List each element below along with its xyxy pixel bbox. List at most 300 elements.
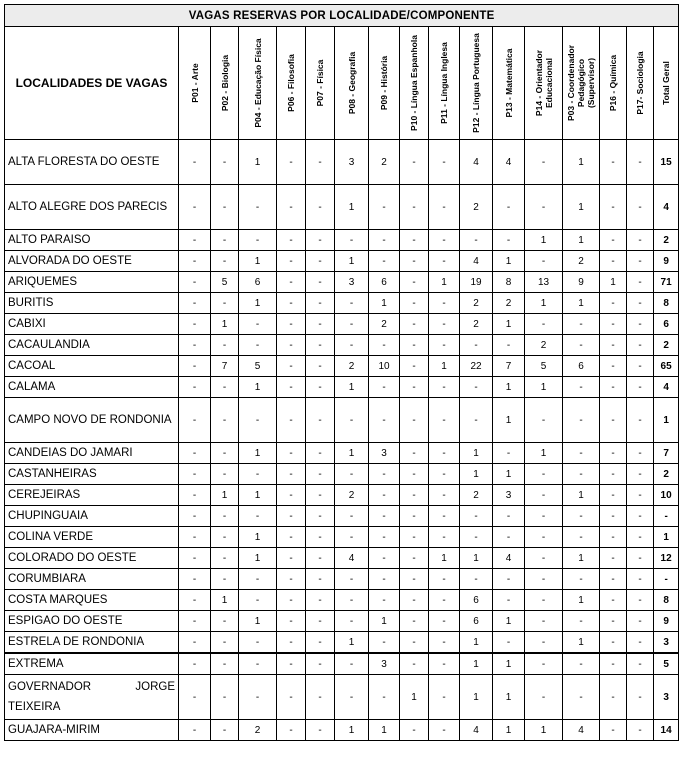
table-cell: - xyxy=(493,185,525,230)
table-cell: 4 xyxy=(493,548,525,569)
table-cell: - xyxy=(369,251,400,272)
table-cell: - xyxy=(400,506,429,527)
table-cell: - xyxy=(179,377,211,398)
table-cell: - xyxy=(400,230,429,251)
table-cell: 22 xyxy=(460,356,493,377)
table-cell: 1 xyxy=(563,293,600,314)
table-cell: 1 xyxy=(429,548,460,569)
table-cell: - xyxy=(600,569,627,590)
table-cell: - xyxy=(525,675,563,720)
table-cell: - xyxy=(211,335,239,356)
table-cell: - xyxy=(400,527,429,548)
table-cell: 1 xyxy=(460,632,493,654)
table-cell: - xyxy=(211,443,239,464)
table-cell: - xyxy=(335,506,369,527)
locality-name: BURITIS xyxy=(5,293,179,314)
table-cell: - xyxy=(306,485,335,506)
locality-name: ALTO ALEGRE DOS PARECIS xyxy=(5,185,179,230)
column-header xyxy=(211,27,239,140)
table-cell: - xyxy=(627,675,654,720)
locality-name: ARIQUEMES xyxy=(5,272,179,293)
table-cell: - xyxy=(627,720,654,741)
table-cell: - xyxy=(239,506,277,527)
table-row xyxy=(5,443,679,464)
table-cell: 2 xyxy=(563,251,600,272)
table-cell: - xyxy=(627,377,654,398)
table-cell: - xyxy=(306,377,335,398)
table-cell: - xyxy=(627,569,654,590)
column-header-label: P13 - Matemática xyxy=(503,48,514,118)
table-cell: - xyxy=(277,720,306,741)
table-row xyxy=(5,140,679,185)
table-cell: 1 xyxy=(493,314,525,335)
table-cell: 1 xyxy=(563,140,600,185)
table-cell: 6 xyxy=(563,356,600,377)
row-total: 5 xyxy=(654,653,679,675)
table-cell: - xyxy=(179,335,211,356)
table-cell: - xyxy=(179,653,211,675)
table-cell: - xyxy=(239,675,277,720)
locality-name: ESTRELA DE RONDONIA xyxy=(5,632,179,654)
table-cell: - xyxy=(493,632,525,654)
table-cell: - xyxy=(211,720,239,741)
table-cell: - xyxy=(277,356,306,377)
table-cell: - xyxy=(600,356,627,377)
table-row xyxy=(5,485,679,506)
table-cell: - xyxy=(429,251,460,272)
table-cell: - xyxy=(179,398,211,443)
table-cell: 1 xyxy=(369,720,400,741)
table-cell: - xyxy=(525,185,563,230)
table-cell: - xyxy=(179,185,211,230)
table-cell: - xyxy=(335,230,369,251)
table-cell: 1 xyxy=(525,443,563,464)
table-cell: - xyxy=(400,140,429,185)
table-cell: 3 xyxy=(369,443,400,464)
table-cell: - xyxy=(627,548,654,569)
table-cell: 2 xyxy=(525,335,563,356)
row-total: 6 xyxy=(654,314,679,335)
table-cell: 1 xyxy=(563,485,600,506)
table-cell: - xyxy=(306,185,335,230)
table-cell: - xyxy=(429,335,460,356)
table-cell: - xyxy=(563,398,600,443)
table-cell: - xyxy=(369,569,400,590)
table-cell: 3 xyxy=(369,653,400,675)
table-cell: - xyxy=(460,527,493,548)
table-cell: - xyxy=(277,590,306,611)
column-header xyxy=(179,27,211,140)
table-cell: - xyxy=(600,293,627,314)
table-cell: - xyxy=(179,611,211,632)
table-cell: 1 xyxy=(239,548,277,569)
table-cell: - xyxy=(369,230,400,251)
table-cell: - xyxy=(600,377,627,398)
table-cell: - xyxy=(400,548,429,569)
column-header xyxy=(335,27,369,140)
table-cell: - xyxy=(306,464,335,485)
locality-name: CHUPINGUAIA xyxy=(5,506,179,527)
table-cell: - xyxy=(627,335,654,356)
table-cell: - xyxy=(239,653,277,675)
table-cell: - xyxy=(211,632,239,654)
table-cell: 1 xyxy=(369,611,400,632)
column-header-label: P07 - Física xyxy=(315,59,325,107)
table-cell: - xyxy=(179,720,211,741)
locality-name: ALTA FLORESTA DO OESTE xyxy=(5,140,179,185)
locality-name: COLORADO DO OESTE xyxy=(5,548,179,569)
table-cell: - xyxy=(460,506,493,527)
table-row xyxy=(5,527,679,548)
table-cell: - xyxy=(277,632,306,654)
column-header-label: P12 - Língua Portuguesa xyxy=(471,33,481,133)
table-cell: 1 xyxy=(239,293,277,314)
table-cell: 1 xyxy=(239,527,277,548)
table-cell: 1 xyxy=(460,464,493,485)
table-cell: - xyxy=(460,230,493,251)
header-row xyxy=(5,27,679,140)
table-cell: - xyxy=(306,251,335,272)
table-cell: - xyxy=(563,377,600,398)
table-cell: 1 xyxy=(493,251,525,272)
table-cell: - xyxy=(400,653,429,675)
table-cell: - xyxy=(429,293,460,314)
table-cell: - xyxy=(211,464,239,485)
table-cell: - xyxy=(493,443,525,464)
column-header-label: P10 - Língua Espanhola xyxy=(409,35,419,131)
table-cell: 1 xyxy=(239,611,277,632)
table-row xyxy=(5,335,679,356)
table-cell: - xyxy=(211,185,239,230)
table-cell: - xyxy=(600,485,627,506)
table-cell: - xyxy=(525,485,563,506)
table-cell: - xyxy=(563,335,600,356)
table-cell: - xyxy=(600,398,627,443)
row-total: 3 xyxy=(654,675,679,720)
row-total: 8 xyxy=(654,293,679,314)
table-cell: - xyxy=(335,653,369,675)
locality-name: CALAMA xyxy=(5,377,179,398)
table-cell: - xyxy=(306,611,335,632)
table-cell: - xyxy=(277,527,306,548)
table-row xyxy=(5,590,679,611)
table-cell: 2 xyxy=(369,140,400,185)
column-header xyxy=(239,27,277,140)
table-cell: - xyxy=(335,398,369,443)
column-header xyxy=(627,27,654,140)
table-row xyxy=(5,251,679,272)
table-cell: 1 xyxy=(563,230,600,251)
row-total: 4 xyxy=(654,185,679,230)
table-cell: - xyxy=(277,335,306,356)
table-cell: - xyxy=(306,548,335,569)
table-cell: - xyxy=(525,569,563,590)
table-cell: - xyxy=(600,527,627,548)
table-cell: - xyxy=(239,569,277,590)
table-cell: - xyxy=(563,443,600,464)
table-row xyxy=(5,720,679,741)
table-cell: 1 xyxy=(211,314,239,335)
column-header xyxy=(600,27,627,140)
table-cell: - xyxy=(335,569,369,590)
table-cell: - xyxy=(429,398,460,443)
table-cell: - xyxy=(277,464,306,485)
table-cell: - xyxy=(239,464,277,485)
row-total: 15 xyxy=(654,140,679,185)
table-cell: - xyxy=(525,653,563,675)
table-cell: - xyxy=(429,377,460,398)
table-cell: 1 xyxy=(563,590,600,611)
table-title: VAGAS RESERVAS POR LOCALIDADE/COMPONENTE xyxy=(5,5,679,27)
table-cell: - xyxy=(525,590,563,611)
table-cell: - xyxy=(627,443,654,464)
table-cell: - xyxy=(525,548,563,569)
table-cell: - xyxy=(400,272,429,293)
table-cell: - xyxy=(179,675,211,720)
table-cell: - xyxy=(525,464,563,485)
table-cell: - xyxy=(277,506,306,527)
table-cell: - xyxy=(627,185,654,230)
table-cell: - xyxy=(335,464,369,485)
table-cell: 1 xyxy=(563,185,600,230)
table-cell: - xyxy=(306,230,335,251)
table-cell: 1 xyxy=(525,720,563,741)
table-cell: - xyxy=(335,527,369,548)
table-cell: - xyxy=(335,590,369,611)
table-cell: - xyxy=(429,590,460,611)
table-cell: - xyxy=(211,506,239,527)
table-cell: - xyxy=(369,548,400,569)
table-cell: 1 xyxy=(429,272,460,293)
table-cell: - xyxy=(369,377,400,398)
table-row xyxy=(5,506,679,527)
table-cell: 1 xyxy=(460,443,493,464)
table-row xyxy=(5,185,679,230)
table-cell: - xyxy=(563,506,600,527)
column-header-label: Total Geral xyxy=(661,61,672,105)
column-header-label: P17- Sociologia xyxy=(635,51,645,115)
table-cell: 1 xyxy=(239,485,277,506)
column-header-label: P03 - Coordenador Pedagógico (Supervisor) xyxy=(566,44,596,122)
table-cell: - xyxy=(600,548,627,569)
table-cell: 1 xyxy=(239,251,277,272)
table-cell: - xyxy=(369,675,400,720)
table-cell: - xyxy=(369,590,400,611)
table-cell: - xyxy=(429,230,460,251)
table-cell: - xyxy=(429,675,460,720)
table-cell: - xyxy=(369,185,400,230)
table-cell: - xyxy=(277,230,306,251)
row-total: 9 xyxy=(654,611,679,632)
table-cell: 5 xyxy=(211,272,239,293)
locality-name: GOVERNADOR JORGE TEIXEIRA xyxy=(5,675,179,720)
table-cell: 1 xyxy=(429,356,460,377)
table-cell: - xyxy=(277,314,306,335)
table-cell: 1 xyxy=(563,632,600,654)
table-cell: - xyxy=(400,569,429,590)
row-total: 1 xyxy=(654,398,679,443)
table-cell: - xyxy=(525,314,563,335)
column-header xyxy=(654,27,679,140)
table-cell: 1 xyxy=(525,230,563,251)
row-total: 7 xyxy=(654,443,679,464)
table-cell: - xyxy=(277,140,306,185)
row-total: 71 xyxy=(654,272,679,293)
table-cell: - xyxy=(211,611,239,632)
table-cell: - xyxy=(239,335,277,356)
table-cell: - xyxy=(600,443,627,464)
table-cell: - xyxy=(277,653,306,675)
table-cell: - xyxy=(525,632,563,654)
table-cell: - xyxy=(627,653,654,675)
table-cell: - xyxy=(400,314,429,335)
table-cell: - xyxy=(400,443,429,464)
table-cell: 2 xyxy=(493,293,525,314)
table-cell: - xyxy=(429,527,460,548)
locality-name: CAMPO NOVO DE RONDONIA xyxy=(5,398,179,443)
table-cell: 4 xyxy=(460,140,493,185)
table-cell: - xyxy=(306,675,335,720)
row-total: - xyxy=(654,506,679,527)
table-cell: 1 xyxy=(493,398,525,443)
table-cell: 2 xyxy=(460,185,493,230)
column-header xyxy=(493,27,525,140)
table-cell: - xyxy=(600,140,627,185)
table-cell: - xyxy=(563,527,600,548)
table-cell: - xyxy=(600,590,627,611)
column-header-label: P01 - Arte xyxy=(189,63,200,103)
localities-header: LOCALIDADES DE VAGAS xyxy=(5,27,179,140)
table-row xyxy=(5,569,679,590)
table-cell: - xyxy=(211,230,239,251)
table-cell: - xyxy=(627,230,654,251)
table-row xyxy=(5,675,679,720)
table-cell: - xyxy=(627,314,654,335)
table-cell: 1 xyxy=(600,272,627,293)
table-cell: 2 xyxy=(335,356,369,377)
table-cell: 6 xyxy=(239,272,277,293)
table-cell: - xyxy=(277,611,306,632)
table-cell: 2 xyxy=(369,314,400,335)
table-cell: - xyxy=(239,590,277,611)
column-header xyxy=(306,27,335,140)
column-header-label: P16 - Química xyxy=(608,54,618,112)
column-header-label: P14 - Orientador Educacional xyxy=(533,49,554,117)
table-cell: - xyxy=(493,335,525,356)
table-cell: - xyxy=(400,251,429,272)
table-cell: - xyxy=(627,272,654,293)
column-header xyxy=(563,27,600,140)
locality-name: ESPIGAO DO OESTE xyxy=(5,611,179,632)
table-cell: 1 xyxy=(525,293,563,314)
row-total: 2 xyxy=(654,464,679,485)
table-cell: 10 xyxy=(369,356,400,377)
table-cell: - xyxy=(400,464,429,485)
table-cell: - xyxy=(563,569,600,590)
column-header xyxy=(400,27,429,140)
table-cell: 1 xyxy=(460,675,493,720)
locality-name: CABIXI xyxy=(5,314,179,335)
table-cell: - xyxy=(179,272,211,293)
table-cell: - xyxy=(179,464,211,485)
table-cell: 6 xyxy=(460,590,493,611)
table-cell: - xyxy=(239,314,277,335)
locality-name: COLINA VERDE xyxy=(5,527,179,548)
table-cell: 1 xyxy=(239,443,277,464)
column-header xyxy=(429,27,460,140)
table-cell: - xyxy=(525,611,563,632)
row-total: 3 xyxy=(654,632,679,654)
table-cell: - xyxy=(179,506,211,527)
locality-name: CACAULANDIA xyxy=(5,335,179,356)
table-cell: - xyxy=(493,590,525,611)
table-cell: 1 xyxy=(400,675,429,720)
locality-name: CORUMBIARA xyxy=(5,569,179,590)
table-row xyxy=(5,632,679,654)
table-cell: - xyxy=(627,611,654,632)
table-cell: - xyxy=(277,377,306,398)
table-cell: - xyxy=(563,653,600,675)
table-cell: 6 xyxy=(460,611,493,632)
table-cell: - xyxy=(277,485,306,506)
row-total: 14 xyxy=(654,720,679,741)
table-cell: 1 xyxy=(335,443,369,464)
table-cell: - xyxy=(600,185,627,230)
table-cell: - xyxy=(211,527,239,548)
table-cell: 1 xyxy=(493,675,525,720)
table-cell: - xyxy=(306,293,335,314)
table-cell: - xyxy=(179,548,211,569)
table-cell: - xyxy=(627,464,654,485)
table-cell: - xyxy=(627,251,654,272)
table-cell: 3 xyxy=(335,272,369,293)
table-cell: 2 xyxy=(460,314,493,335)
table-cell: - xyxy=(600,230,627,251)
table-cell: - xyxy=(525,506,563,527)
row-total: 2 xyxy=(654,230,679,251)
table-cell: - xyxy=(525,140,563,185)
table-cell: - xyxy=(627,590,654,611)
table-cell: - xyxy=(429,569,460,590)
table-cell: - xyxy=(627,356,654,377)
locality-name: ALTO PARAISO xyxy=(5,230,179,251)
table-cell: - xyxy=(306,335,335,356)
table-cell: 1 xyxy=(460,653,493,675)
table-cell: 13 xyxy=(525,272,563,293)
column-header-label: P02 - Biologia xyxy=(219,54,230,112)
table-cell: - xyxy=(369,464,400,485)
table-row xyxy=(5,377,679,398)
table-cell: - xyxy=(211,569,239,590)
table-cell: - xyxy=(179,230,211,251)
table-cell: 1 xyxy=(525,377,563,398)
table-cell: - xyxy=(429,653,460,675)
vacancy-table-container xyxy=(4,4,678,741)
table-row xyxy=(5,272,679,293)
table-cell: - xyxy=(277,293,306,314)
table-cell: - xyxy=(306,356,335,377)
table-cell: - xyxy=(429,611,460,632)
table-cell: 1 xyxy=(335,377,369,398)
table-cell: 9 xyxy=(563,272,600,293)
table-body xyxy=(5,140,679,741)
table-cell: - xyxy=(179,590,211,611)
table-cell: - xyxy=(211,377,239,398)
column-header xyxy=(460,27,493,140)
table-cell: - xyxy=(563,464,600,485)
table-cell: - xyxy=(369,398,400,443)
table-cell: - xyxy=(493,230,525,251)
